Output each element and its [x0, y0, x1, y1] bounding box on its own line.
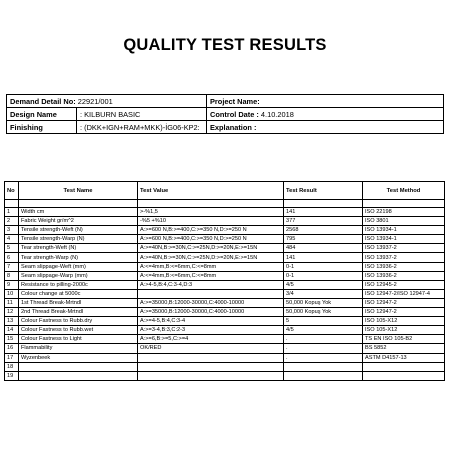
test-name: Colour change at 5000c: [19, 289, 138, 298]
test-name: Resistance to pilling-2000c: [19, 280, 138, 289]
test-method: TS EN ISO 105-B2: [363, 335, 445, 344]
test-value: A:>=600 N,B:>=400,C:>=350 N,D:>=250 N: [138, 235, 284, 244]
row-number: 19: [5, 371, 19, 380]
spacer-cell: [284, 200, 363, 208]
demand-detail-label: Demand Detail No:: [10, 96, 76, 106]
test-method: ISO 12947-2/ISO 12947-4: [363, 289, 445, 298]
design-name-value: : KILBURN BASIC: [77, 108, 207, 121]
test-name: Fabric Weight gr/m^2: [19, 217, 138, 226]
test-result: 141: [284, 253, 363, 262]
test-method: ISO 105-X12: [363, 317, 445, 326]
test-value: A:>=600 N,B:>=400,C:>=350 N,D:>=250 N: [138, 226, 284, 235]
test-name: 1st Thread Break-Mrtndl: [19, 298, 138, 307]
test-result: [284, 362, 363, 371]
row-number: 17: [5, 353, 19, 362]
table-row: [5, 262, 445, 271]
row-number: 10: [5, 289, 19, 298]
test-name: Tensile strength-Weft (N): [19, 226, 138, 235]
test-name: Colour Fastness to Light: [19, 335, 138, 344]
test-result: 377: [284, 217, 363, 226]
info-table: [6, 94, 444, 134]
test-method: ISO 13937-2: [363, 244, 445, 253]
test-method: ISO 12947-2: [363, 308, 445, 317]
test-name: Seam slippage-Warp (mm): [19, 271, 138, 280]
test-name: Tear strength-Weft (N): [19, 244, 138, 253]
test-method: ISO 13934-1: [363, 226, 445, 235]
table-row: [5, 235, 445, 244]
table-row: [5, 271, 445, 280]
test-result: 4/5: [284, 326, 363, 335]
test-value: [138, 289, 284, 298]
row-number: 12: [5, 308, 19, 317]
test-result: 2568: [284, 226, 363, 235]
spacer-cell: [5, 200, 19, 208]
test-result: 4/5: [284, 280, 363, 289]
row-number: 3: [5, 226, 19, 235]
test-name: Colour Fastness to Rubb.wet: [19, 326, 138, 335]
row-number: 15: [5, 335, 19, 344]
test-name: Tear strength-Warp (N): [19, 253, 138, 262]
row-number: 18: [5, 362, 19, 371]
demand-detail-value: 22921/001: [77, 96, 113, 106]
project-name-label: Project Name:: [210, 96, 260, 106]
col-header-test-name: Test Name: [19, 182, 138, 200]
test-method: ISO 22198: [363, 208, 445, 217]
test-value: A:>=40N,B:>=30N,C:>=25N,D:>=20N,E:>=15N: [138, 244, 284, 253]
test-method: BS 5852: [363, 344, 445, 353]
row-number: 14: [5, 326, 19, 335]
test-method: ISO 13936-2: [363, 262, 445, 271]
test-value: [138, 371, 284, 380]
info-row: [7, 108, 444, 121]
row-number: 1: [5, 208, 19, 217]
test-value: [138, 353, 284, 362]
row-number: 6: [5, 253, 19, 262]
table-row: [5, 362, 445, 371]
test-name: Colour Fastness to Rubb.dry: [19, 317, 138, 326]
test-result: .: [284, 344, 363, 353]
table-row: [5, 280, 445, 289]
row-number: 2: [5, 217, 19, 226]
control-date-cell: [207, 108, 444, 121]
control-date-label: Control Date :: [210, 109, 259, 119]
control-date-value: 4.10.2018: [260, 109, 294, 119]
test-name: [19, 362, 138, 371]
row-number: 9: [5, 280, 19, 289]
test-method: ISO 12947-2: [363, 298, 445, 307]
table-row: [5, 208, 445, 217]
test-value: -%5 +%10: [138, 217, 284, 226]
finishing-label: Finishing: [7, 121, 77, 134]
test-value: A:>=35000,B:12000-30000,C:4000-10000: [138, 298, 284, 307]
table-row: [5, 335, 445, 344]
test-name: Tensile strength-Warp (N): [19, 235, 138, 244]
test-method: ISO 3801: [363, 217, 445, 226]
test-value: A:>=3-4,B:3,C:2-3: [138, 326, 284, 335]
table-row: [5, 371, 445, 380]
table-row: [5, 353, 445, 362]
spacer-cell: [138, 200, 284, 208]
test-result: .: [284, 353, 363, 362]
test-method: [363, 371, 445, 380]
col-header-test-value: Test Value: [138, 182, 284, 200]
test-result: 484: [284, 244, 363, 253]
test-result: .: [284, 335, 363, 344]
test-result: 0-1: [284, 262, 363, 271]
spacer-cell: [19, 200, 138, 208]
test-result: 141: [284, 208, 363, 217]
test-method: ISO 12945-2: [363, 280, 445, 289]
table-row: [5, 326, 445, 335]
row-number: 7: [5, 262, 19, 271]
col-header-no: No: [5, 182, 19, 200]
test-name: Seam slippage-Weft (mm): [19, 262, 138, 271]
table-row: [5, 344, 445, 353]
test-name: 2nd Thread Break-Mrtndl: [19, 308, 138, 317]
test-value: A:>=4-5,B:4,C:3-4: [138, 317, 284, 326]
demand-detail-cell: [7, 95, 207, 108]
test-name: [19, 371, 138, 380]
test-method: ISO 105-X12: [363, 326, 445, 335]
table-row: [5, 244, 445, 253]
row-number: 11: [5, 298, 19, 307]
test-value: A:>=35000,B:12000-30000,C:4000-10000: [138, 308, 284, 317]
table-row: [5, 217, 445, 226]
test-name: Flammability: [19, 344, 138, 353]
test-method: ISO 13934-1: [363, 235, 445, 244]
table-row: [5, 298, 445, 307]
table-row: [5, 308, 445, 317]
test-name: Wyzenbeek: [19, 353, 138, 362]
page-title: QUALITY TEST RESULTS: [123, 36, 327, 54]
test-method: ISO 13937-2: [363, 253, 445, 262]
table-header-row: [5, 182, 445, 200]
test-value: A:>=6,B:>=5,C:>=4: [138, 335, 284, 344]
table-row: [5, 253, 445, 262]
table-row: [5, 226, 445, 235]
col-header-test-result: Test Result: [284, 182, 363, 200]
test-method: [363, 362, 445, 371]
row-number: 5: [5, 244, 19, 253]
row-number: 16: [5, 344, 19, 353]
test-method: ISO 13936-2: [363, 271, 445, 280]
test-method: ASTM D4157-13: [363, 353, 445, 362]
info-row: [7, 95, 444, 108]
table-spacer-row: [5, 200, 445, 208]
row-number: 13: [5, 317, 19, 326]
test-value: A:>4-5,B:4,C:3-4,D:3: [138, 280, 284, 289]
test-value: A:>=40N,B:>=30N,C:>=25N,D:>=20N,E:>=15N: [138, 253, 284, 262]
row-number: 8: [5, 271, 19, 280]
test-result: 50,000 Kopuş Yok: [284, 298, 363, 307]
spacer-cell: [363, 200, 445, 208]
table-body: [5, 208, 445, 381]
explanation-cell: [207, 121, 444, 134]
project-name-cell: [207, 95, 444, 108]
test-value: OK/RED: [138, 344, 284, 353]
design-name-label: Design Name: [7, 108, 77, 121]
test-result: 795: [284, 235, 363, 244]
test-results-table: [4, 181, 445, 381]
table-row: [5, 317, 445, 326]
test-value: [138, 362, 284, 371]
finishing-value: : (DKK+IGN+RAM+MKK)-İG06-KP2:: [77, 121, 207, 134]
test-result: 5: [284, 317, 363, 326]
info-row: [7, 121, 444, 134]
test-value: A:<=4mm,B:<=6mm,C:<=8mm: [138, 271, 284, 280]
row-number: 4: [5, 235, 19, 244]
explanation-label: Explanation :: [210, 122, 257, 132]
test-result: 0-1: [284, 271, 363, 280]
test-result: 3/4: [284, 289, 363, 298]
test-value: A:<=4mm,B:<=6mm,C:<=8mm: [138, 262, 284, 271]
test-value: >-%1,5: [138, 208, 284, 217]
col-header-test-method: Test Method: [363, 182, 445, 200]
test-result: [284, 371, 363, 380]
table-row: [5, 289, 445, 298]
test-name: Width cm: [19, 208, 138, 217]
test-result: 50,000 Kopuş Yok: [284, 308, 363, 317]
